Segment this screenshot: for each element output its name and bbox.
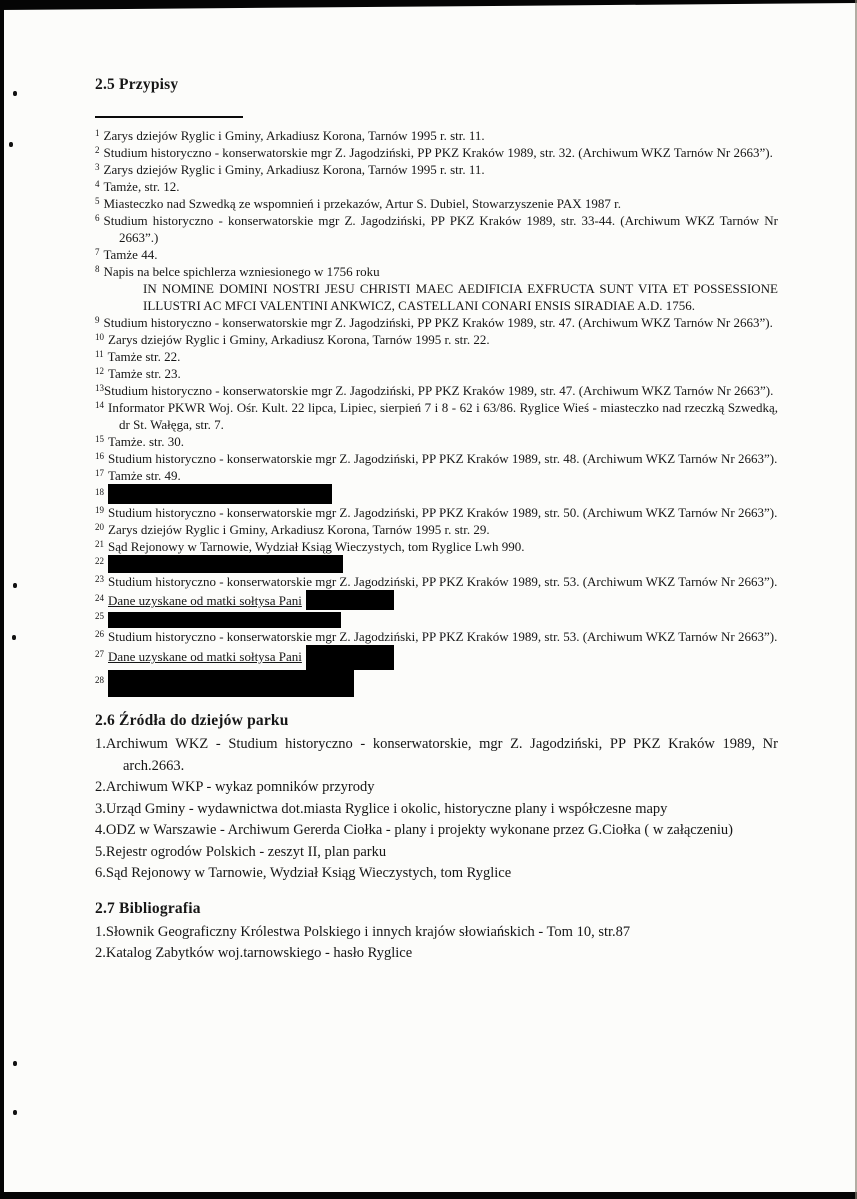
footnote-item [95, 467, 778, 484]
footnote-item [95, 212, 778, 246]
footnote-item [95, 450, 778, 467]
footnote-text: Dane uzyskane od matki sołtysa Pani [108, 649, 302, 664]
footnote-number: 26 [95, 629, 104, 639]
footnote-item [95, 178, 778, 195]
bibliography-list-item: 2.Katalog Zabytków woj.tarnowskiego - hasło Ryglice [95, 945, 413, 961]
section-heading-zrodla: 2.6 Źródła do dziejów parku [95, 712, 289, 729]
footnote-number: 2 [95, 145, 100, 155]
footnote-text: Studium historyczno - konserwatorskie mgr Z. Jagodziński, PP PKZ Kraków 1989, str. 48. (Archiwum WKZ Tarnów Nr 2663”). [108, 451, 778, 466]
scan-speck [13, 583, 17, 588]
footnote-number: 28 [95, 675, 104, 685]
footnote-number: 15 [95, 434, 104, 444]
source-list-item: 5.Rejestr ogrodów Polskich - zeszyt II, plan parku [95, 843, 387, 860]
footnote-number: 16 [95, 451, 104, 461]
footnote-item [95, 331, 778, 348]
footnote-number: 8 [95, 264, 100, 274]
page-content [95, 76, 778, 965]
footnote-text: Studium historyczno - konserwatorskie mgr Z. Jagodziński, PP PKZ Kraków 1989, str. 33-44. (Archiwum WKZ Tarnów Nr 2663”.) [103, 213, 778, 245]
footnote-divider-rule [95, 116, 243, 118]
scan-artifact-bottom-edge [0, 1192, 857, 1199]
source-list-item: 2.Archiwum WKP - wykaz pomników przyrody [95, 779, 375, 795]
section-zrodla [95, 712, 778, 885]
footnote-number: 18 [95, 487, 104, 497]
footnote-item [95, 433, 778, 450]
footnote-item [95, 365, 778, 382]
footnote-text: Tamże str. 49. [108, 468, 181, 483]
footnote-number: 6 [95, 213, 100, 223]
footnote-number: 14 [95, 400, 104, 410]
footnote-number: 5 [95, 196, 100, 206]
footnote-number: 3 [95, 162, 100, 172]
footnote-text: Zarys dziejów Ryglic i Gminy, Arkadiusz Korona, Tarnów 1995 r. str. 11. [103, 128, 485, 143]
footnote-number: 10 [95, 332, 104, 342]
footnote-number: 9 [95, 315, 100, 325]
source-list-item: 3.Urząd Gminy - wydawnictwa dot.miasta Ryglice i okolic, historyczne plany i współczesne mapy [95, 800, 668, 817]
footnote-text: Tamże str. 23. [108, 366, 181, 381]
bibliography-list [95, 922, 778, 965]
footnote-item [95, 399, 778, 433]
redaction-box [306, 590, 394, 610]
section-heading-bibliografia: 2.7 Bibliografia [95, 899, 201, 917]
section-bibliografia [95, 900, 778, 965]
redaction-bar [108, 555, 343, 573]
footnote-item [95, 314, 778, 331]
footnote-item [95, 348, 778, 365]
sources-list [95, 734, 778, 885]
footnote-text: Studium historyczno - konserwatorskie mgr Z. Jagodziński, PP PKZ Kraków 1989, str. 50. (Archiwum WKZ Tarnów Nr 2663”). [108, 505, 778, 520]
footnote-number: 27 [95, 649, 104, 659]
footnote-text: Studium historyczno - konserwatorskie mgr Z. Jagodziński, PP PKZ Kraków 1989, str. 32. (Archiwum WKZ Tarnów Nr 2663”). [103, 145, 773, 160]
scan-speck [12, 635, 16, 640]
footnote-text: Miasteczko nad Szwedką ze wspomnień i przekazów, Artur S. Dubiel, Stowarzyszenie PAX 1987 r. [103, 196, 621, 211]
footnote-number: 7 [95, 247, 100, 257]
footnote-text: Studium historyczno - konserwatorskie mgr Z. Jagodziński, PP PKZ Kraków 1989, str. 47. (Archiwum WKZ Tarnów Nr 2663”). [103, 315, 773, 330]
footnote-text: Informator PKWR Woj. Ośr. Kult. 22 lipca, Lipiec, sierpień 7 i 8 - 62 i 63/86. Ryglice Wieś - miasteczko nad rzeczką Szwedką, dr St. Wałęga, str. 7. [108, 400, 778, 432]
footnote-text: Zarys dziejów Ryglic i Gminy, Arkadiusz Korona, Tarnów 1995 r. str. 11. [103, 162, 485, 177]
footnote-item [95, 521, 778, 538]
footnote-number: 25 [95, 611, 104, 621]
footnote-text: Tamże. str. 30. [108, 434, 184, 449]
footnote-item [95, 670, 778, 697]
redaction-bar [108, 484, 332, 504]
footnote-number: 21 [95, 539, 104, 549]
footnote-number: 23 [95, 574, 104, 584]
footnote-number: 4 [95, 179, 100, 189]
bibliography-list-item: 1.Słownik Geograficzny Królestwa Polskiego i innych krajów słowiańskich - Tom 10, str.87 [95, 923, 631, 940]
scan-speck [13, 91, 17, 96]
footnote-item [95, 484, 778, 504]
footnote-item [95, 538, 778, 555]
scan-speck [13, 1061, 17, 1066]
footnote-item [95, 504, 778, 521]
footnote-item [95, 590, 778, 610]
footnote-number: 1 [95, 128, 100, 138]
footnote-item [95, 263, 778, 314]
redaction-box [306, 645, 394, 670]
source-list-item: 4.ODZ w Warszawie - Archiwum Gererda Ciołka - plany i projekty wykonane przez G.Ciołka ( w załączeniu) [95, 822, 733, 838]
footnote-text: Studium historyczno - konserwatorskie mgr Z. Jagodziński, PP PKZ Kraków 1989, str. 53. (Archiwum WKZ Tarnów Nr 2663”). [108, 629, 778, 644]
footnote-text: Napis na belce spichlerza wzniesionego w 1756 roku [103, 264, 380, 279]
footnote-number: 11 [95, 349, 104, 359]
footnote-number: 20 [95, 522, 104, 532]
footnote-inscription: IN NOMINE DOMINI NOSTRI JESU CHRISTI MAEC AEDIFICIA EXFRUCTA SUNT VITA ET POSSESSIONE ILLUSTRI AC MFCI VALENTINI ANKWICZ, CASTELLANI CONARI ENSIS SIRADIAE A.D. 1756. [143, 281, 778, 313]
footnote-item [95, 645, 778, 670]
footnote-item [95, 127, 778, 144]
footnote-text: Dane uzyskane od matki sołtysa Pani [108, 593, 302, 608]
footnote-item [95, 555, 778, 573]
footnote-number: 17 [95, 468, 104, 478]
footnote-number: 24 [95, 593, 104, 603]
footnote-item [95, 573, 778, 590]
source-list-item: 1.Archiwum WKZ - Studium historyczno - konserwatorskie, mgr Z. Jagodziński, PP PKZ Kraków 1989, Nr arch.2663. [95, 736, 778, 774]
footnote-item [95, 144, 778, 161]
footnote-text: Tamże, str. 12. [103, 179, 180, 194]
footnote-list [95, 127, 778, 697]
footnote-number: 12 [95, 366, 104, 376]
footnote-text: Zarys dziejów Ryglic i Gminy, Arkadiusz Korona, Tarnów 1995 r. str. 29. [108, 522, 490, 537]
section-heading-przypisy: 2.5 Przypisy [95, 76, 179, 93]
scan-artifact-left-edge [0, 0, 4, 1199]
footnote-text: Sąd Rejonowy w Tarnowie, Wydział Ksiąg Wieczystych, tom Ryglice Lwh 990. [108, 539, 525, 554]
footnote-item [95, 161, 778, 178]
scan-artifact-top-edge [0, 0, 857, 10]
footnote-number: 22 [95, 556, 104, 566]
footnote-text: Tamże 44. [103, 247, 158, 262]
footnote-item [95, 246, 778, 263]
footnote-number: 13 [95, 383, 104, 393]
scan-speck [9, 142, 13, 147]
footnote-item [95, 628, 778, 645]
footnote-item [95, 610, 778, 628]
redaction-bar [108, 612, 341, 628]
scan-speck [13, 1110, 17, 1115]
footnote-number: 19 [95, 505, 104, 515]
footnote-text: Studium historyczno - konserwatorskie mgr Z. Jagodziński, PP PKZ Kraków 1989, str. 53. (Archiwum WKZ Tarnów Nr 2663”). [108, 574, 778, 589]
source-list-item: 6.Sąd Rejonowy w Tarnowie, Wydział Ksiąg Wieczystych, tom Ryglice [95, 865, 512, 881]
redaction-bar [108, 670, 354, 697]
footnote-text: Tamże str. 22. [107, 349, 181, 364]
footnote-text: Zarys dziejów Ryglic i Gminy, Arkadiusz Korona, Tarnów 1995 r. str. 22. [108, 332, 490, 347]
footnote-text: Studium historyczno - konserwatorskie mgr Z. Jagodziński, PP PKZ Kraków 1989, str. 47. (Archiwum WKZ Tarnów Nr 2663”). [104, 383, 774, 398]
footnote-item [95, 382, 778, 399]
footnote-item [95, 195, 778, 212]
